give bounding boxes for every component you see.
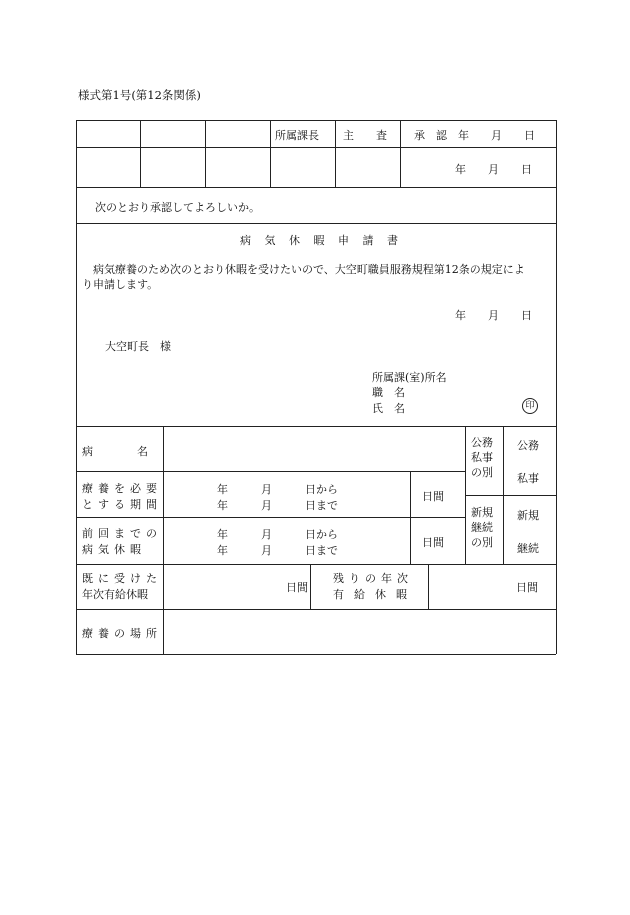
new-option: 新規 (517, 509, 539, 522)
approval-date: 年 月 日 (455, 163, 532, 176)
form-number-label: 様式第1号(第12条関係) (78, 88, 201, 102)
body-text-line2: り申請します。 (82, 278, 159, 291)
remaining-days: 日間 (516, 581, 538, 594)
cont-option: 継続 (517, 542, 539, 555)
taken-days: 日間 (286, 581, 308, 594)
prev-days: 日間 (422, 536, 444, 549)
prev-from: 年 月 日から (217, 528, 338, 541)
body-text-line1: 病気療養のため次のとおり休暇を受けたいので、大空町職員服務規程第12条の規定によ (93, 263, 525, 276)
disease-name-label: 病 名 (82, 445, 148, 458)
name-label: 氏 名 (372, 402, 405, 415)
job-title-label: 職 名 (372, 386, 405, 399)
seal-icon: 印 (522, 398, 538, 414)
approval-date-header: 承 認 年 月 日 (414, 129, 535, 142)
remaining-leave-label: 残りの年次 有給休暇 (333, 572, 417, 601)
shuji-header: 主 査 (343, 129, 387, 142)
public-private-label: 公務 私事 の別 (471, 436, 493, 479)
period-from: 年 月 日から (217, 483, 338, 496)
confirm-text: 次のとおり承認してよろしいか。 (95, 201, 260, 214)
public-option: 公務 (517, 439, 539, 452)
private-option: 私事 (517, 472, 539, 485)
prev-to: 年 月 日まで (217, 544, 338, 557)
period-days: 日間 (422, 490, 444, 503)
period-to: 年 月 日まで (217, 499, 338, 512)
treatment-period-label: 療養を必要 とする期間 (82, 482, 162, 511)
treatment-place-label: 療養の場所 (82, 627, 162, 640)
form-title: 病 気 休 暇 申 請 書 (240, 234, 403, 247)
new-cont-label: 新規 継続 の別 (471, 506, 493, 549)
application-date: 年 月 日 (455, 309, 532, 322)
shozoku-kacho-header: 所属課長 (275, 129, 319, 142)
addressee: 大空町長 様 (105, 340, 171, 353)
previous-leave-label: 前回までの 病気休暇 (82, 527, 162, 556)
taken-leave-label: 既に受けた 年次有給休暇 (82, 572, 162, 601)
dept-label: 所属課(室)所名 (372, 371, 447, 384)
